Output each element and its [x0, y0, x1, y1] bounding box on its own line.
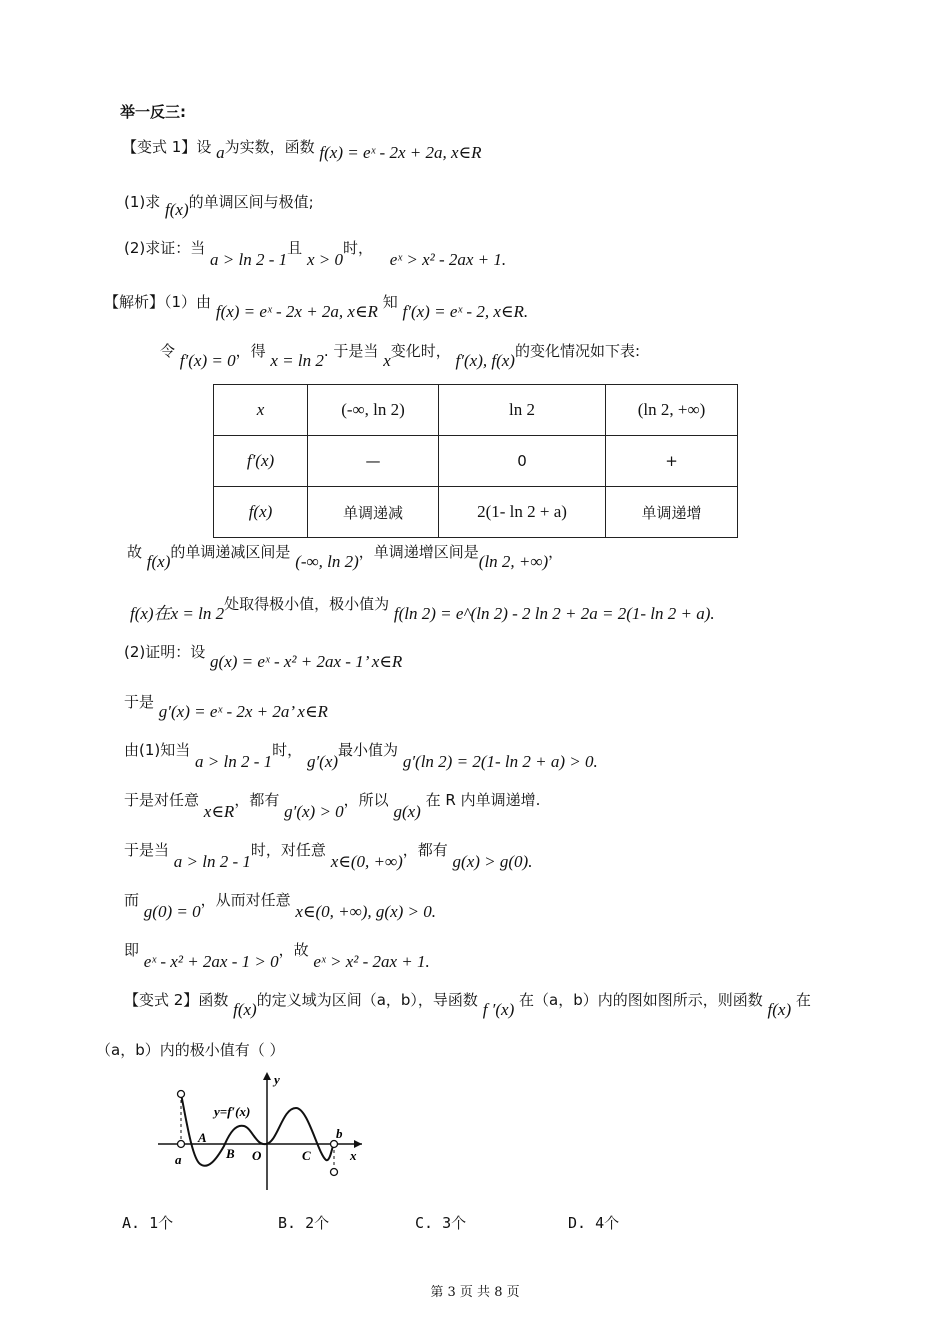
math-f: f(x) [146, 552, 171, 571]
y-axis-arrow [263, 1072, 271, 1080]
table-cell: 0 [439, 436, 606, 487]
math-value: g′(ln 2) = 2(1- ln 2 + a) > 0. [402, 752, 598, 771]
solution-line3 [127, 542, 564, 571]
proof-line3 [124, 740, 598, 771]
section-heading: 举一反三: [120, 103, 186, 121]
text: 令 [160, 342, 176, 360]
math-f: f(x) [767, 1000, 792, 1019]
math-cond: a > ln 2 - 1 [210, 250, 288, 269]
label-O: O [252, 1148, 262, 1163]
math-a: a [216, 143, 225, 162]
table-cell: f(x) [214, 487, 308, 538]
math-fp: f ′(x) [482, 1000, 515, 1019]
math-func: f(x) = eˣ - 2x + 2a, x∈R [319, 143, 482, 162]
variant2-line2: （a，b）内的极小值有（ ） [96, 1041, 285, 1059]
table-cell: (ln 2, +∞) [606, 385, 738, 436]
text: ，所以 [343, 791, 389, 809]
table-cell: f′(x) [214, 436, 308, 487]
math-interval: (-∞, ln 2) [295, 552, 359, 571]
derivative-graph [150, 1068, 370, 1196]
text: (2)证明：设 [124, 643, 206, 661]
math-x: ’ x∈R [289, 702, 328, 721]
variant2-tag: 【变式 2】 [124, 991, 199, 1009]
label-x: x [350, 1148, 357, 1163]
variation-table [213, 384, 738, 538]
math-x: x∈(0, +∞) [330, 852, 403, 871]
text: 变化时， [390, 342, 451, 360]
table-cell: (-∞, ln 2) [308, 385, 439, 436]
text: 为实数，函数 [224, 138, 315, 156]
text: (2)求证：当 [124, 239, 206, 257]
variant1-part1 [124, 192, 314, 219]
math-ineq: eˣ > x² - 2ax + 1. [389, 250, 507, 269]
text: （1）由 [164, 293, 212, 311]
open-point-top-a [178, 1091, 185, 1098]
curve-label: y=f′(x) [214, 1104, 251, 1119]
label-y: y [274, 1072, 280, 1087]
text: 处取得极小值，极小值为 [224, 595, 390, 613]
option-b[interactable]: B. 2个 [278, 1214, 330, 1232]
option-c[interactable]: C. 3个 [415, 1214, 467, 1232]
label-C: C [302, 1148, 311, 1163]
page-footer: 第 3 页 共 8 页 [430, 1285, 520, 1300]
math-cond: a > ln 2 - 1 [173, 852, 251, 871]
text: 在（a，b）内的图如图所示，则函数 [519, 991, 763, 1009]
proof-line4 [124, 790, 541, 821]
solution-tag: 【解析】 [104, 293, 165, 311]
math-cond: a > ln 2 - 1 [195, 752, 273, 771]
option-d[interactable]: D. 4个 [568, 1214, 620, 1232]
math-x: x [383, 351, 391, 370]
solution-line2 [160, 341, 641, 370]
variant2-line1 [124, 990, 811, 1019]
math-funcs: f′(x), f(x) [455, 351, 515, 370]
math-gp: g′(x) > 0 [284, 802, 344, 821]
text: 的单调递减区间是 [170, 543, 291, 561]
table-row [214, 487, 738, 538]
math-g: g(x) = eˣ - x² + 2ax - 1 [210, 652, 364, 671]
math-eq: f′(x) = 0 [179, 351, 236, 370]
text: 且 [287, 239, 303, 257]
variant1-tag: 【变式 1】 [122, 138, 197, 156]
label-b: b [336, 1126, 343, 1141]
math-eq: g(0) = 0 [143, 902, 201, 921]
text: . 于是当 [323, 342, 379, 360]
math-interval: (ln 2, +∞) [478, 552, 549, 571]
text: 于是当 [124, 841, 170, 859]
text: 而 [124, 891, 140, 909]
label-A: A [198, 1130, 207, 1145]
text: ，故 [278, 941, 309, 959]
text: 时， [342, 239, 373, 257]
math-fp: f′(x) = eˣ - 2, x∈R. [402, 302, 529, 321]
table-row [214, 385, 738, 436]
text: 在 R 内单调递增. [425, 791, 541, 809]
math-cond: x > 0 [306, 250, 343, 269]
text: ，从而对任意 [200, 891, 291, 909]
table-cell: 单调递增 [606, 487, 738, 538]
label-a: a [175, 1152, 182, 1167]
math-result: eˣ > x² - 2ax + 1. [313, 952, 430, 971]
text: 知 [382, 293, 398, 311]
math-gp: g′(x) [306, 752, 339, 771]
math-ineq: eˣ - x² + 2ax - 1 > 0 [143, 952, 279, 971]
text: 最小值为 [338, 741, 399, 759]
text: ， [548, 543, 564, 561]
proof-line2 [124, 692, 328, 721]
math-f: f(x) [165, 200, 189, 219]
table-cell: — [308, 436, 439, 487]
math-x: x = ln 2 [270, 351, 324, 370]
text: 由(1)知当 [124, 741, 191, 759]
math-f: f(x) = eˣ - 2x + 2a, x∈R [215, 302, 378, 321]
open-point-b [331, 1141, 338, 1148]
text: ，单调递增区间是 [358, 543, 479, 561]
x-axis-arrow [354, 1140, 362, 1148]
math-ineq: g(x) > g(0). [452, 852, 533, 871]
solution-line1 [104, 292, 529, 321]
table-cell: + [606, 436, 738, 487]
text: 设 [196, 138, 212, 156]
text: 故 [127, 543, 143, 561]
table-cell: x [214, 385, 308, 436]
proof-line7 [124, 940, 430, 971]
text: 时，对任意 [250, 841, 326, 859]
text: 即 [124, 941, 140, 959]
open-point-bottom-b [331, 1169, 338, 1176]
text: 于是 [124, 693, 155, 711]
text: ，都有 [234, 791, 280, 809]
variant1-line [122, 137, 482, 162]
math-g: g(x) [393, 802, 421, 821]
text: ，得 [235, 342, 266, 360]
solution-line4 [130, 594, 715, 623]
text: 的定义域为区间（a，b），导函数 [256, 991, 478, 1009]
option-a[interactable]: A. 1个 [122, 1214, 174, 1232]
math-result: x∈(0, +∞), g(x) > 0. [295, 902, 437, 921]
text: 在 [795, 991, 811, 1009]
text: ，都有 [402, 841, 448, 859]
text: 的变化情况如下表: [514, 342, 641, 360]
math-value: f(ln 2) = e^(ln 2) - 2 ln 2 + 2a = 2(1- ln 2 + a). [393, 604, 715, 623]
text: (1)求 [124, 193, 161, 211]
open-point-a [178, 1141, 185, 1148]
proof-line1 [124, 642, 403, 671]
math-f: f(x)在x = ln 2 [130, 604, 225, 623]
variant1-part2 [124, 238, 507, 269]
text: 于是对任意 [124, 791, 200, 809]
table-cell: 单调递减 [308, 487, 439, 538]
text: 时， [272, 741, 303, 759]
table-row [214, 436, 738, 487]
text: 函数 [198, 991, 229, 1009]
table-cell: 2(1- ln 2 + a) [439, 487, 606, 538]
proof-line6 [124, 890, 437, 921]
text: 的单调区间与极值; [188, 193, 314, 211]
math-f: f(x) [233, 1000, 257, 1019]
label-B: B [226, 1146, 235, 1161]
math-gp: g′(x) = eˣ - 2x + 2a [158, 702, 290, 721]
proof-line5 [124, 840, 533, 871]
math-x: x∈R [203, 802, 235, 821]
math-x: ’ x∈R [363, 652, 403, 671]
table-cell: ln 2 [439, 385, 606, 436]
